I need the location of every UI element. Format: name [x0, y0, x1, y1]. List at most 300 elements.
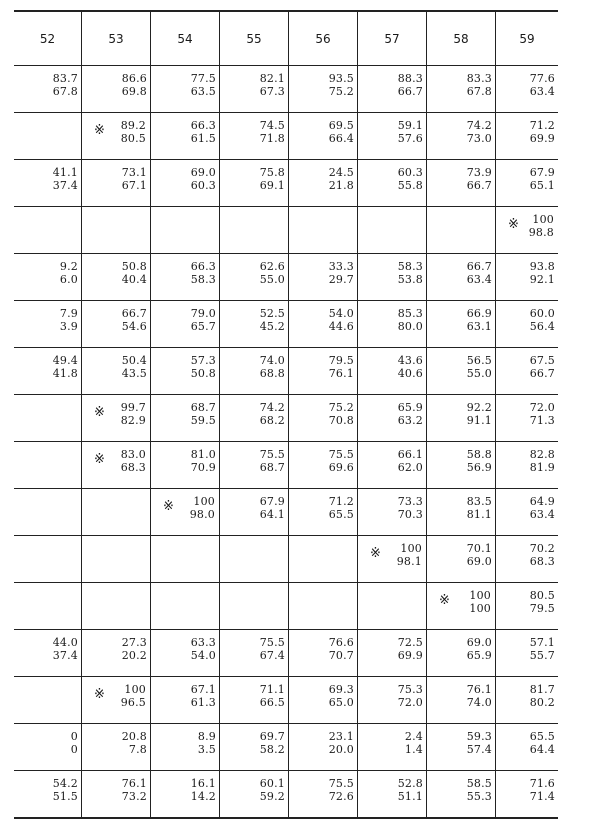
cell-value-bottom: 98.0 [189, 508, 215, 521]
cell-value-bottom: 80.5 [120, 132, 146, 145]
cell-value-bottom: 50.8 [190, 367, 216, 380]
cell-value-top: 77.6 [529, 72, 555, 85]
cell-value-bottom: 63.4 [529, 85, 555, 98]
cell-value-bottom: 98.8 [528, 226, 554, 239]
table-cell [358, 771, 427, 819]
cell-value-bottom: 37.4 [52, 179, 78, 192]
cell-value-bottom: 80.0 [397, 320, 423, 333]
cell-value-bottom: 75.2 [328, 85, 354, 98]
cell-value-top: 86.6 [121, 72, 147, 85]
cell-value-bottom: 58.3 [190, 273, 216, 286]
cell-value-bottom: 57.4 [466, 743, 492, 756]
table-cell [289, 207, 358, 254]
cell-value-bottom: 69.6 [328, 461, 354, 474]
cell-value-top: 75.3 [397, 683, 423, 696]
cell-value-top: 44.0 [52, 636, 78, 649]
cell-value-top: 27.3 [121, 636, 147, 649]
cell-value-bottom: 64.4 [529, 743, 555, 756]
cell-value-top: 57.1 [529, 636, 555, 649]
cell-value-top: 67.5 [529, 354, 555, 367]
cell-value-bottom: 60.3 [190, 179, 216, 192]
cell-value-top: 66.7 [466, 260, 492, 273]
cell-value-bottom: 68.8 [259, 367, 285, 380]
cell-value-top: 92.2 [466, 401, 492, 414]
cell-value-bottom: 67.4 [259, 649, 285, 662]
table-cell [289, 160, 358, 207]
table-cell [151, 771, 220, 819]
cell-value-top: 89.2 [120, 119, 146, 132]
table-cell [82, 583, 151, 630]
cell-value-bottom: 66.7 [466, 179, 492, 192]
table-cell [151, 254, 220, 301]
table-cell [427, 442, 496, 489]
column-header: 56 [289, 11, 358, 66]
cell-value-bottom: 70.3 [397, 508, 423, 521]
cell-value-top: 69.0 [190, 166, 216, 179]
cell-value-top: 62.6 [259, 260, 285, 273]
table-cell [289, 536, 358, 583]
cell-value-top: 100 [124, 683, 146, 696]
cell-value-top: 75.8 [259, 166, 285, 179]
cell-value-top: 59.1 [397, 119, 423, 132]
table-cell [427, 536, 496, 583]
table-cell [151, 677, 220, 724]
table-cell [220, 395, 289, 442]
table-cell [289, 442, 358, 489]
cell-value-bottom: 66.7 [529, 367, 555, 380]
cell-value-bottom: 55.0 [259, 273, 285, 286]
table-row [14, 630, 558, 677]
table-cell [151, 348, 220, 395]
table-cell [14, 489, 82, 536]
table-cell [82, 395, 151, 442]
table-cell [151, 207, 220, 254]
table-cell [14, 254, 82, 301]
table-cell [220, 207, 289, 254]
cell-value-top: 73.1 [121, 166, 147, 179]
table-cell [496, 771, 559, 819]
cell-value-bottom: 57.6 [397, 132, 423, 145]
cell-value-top: 83.7 [52, 72, 78, 85]
table-cell [427, 66, 496, 113]
cell-value-top: 75.5 [328, 777, 354, 790]
cell-value-top: 79.5 [328, 354, 354, 367]
cell-value-top: 79.0 [190, 307, 216, 320]
cell-value-bottom: 61.3 [190, 696, 216, 709]
table-cell [289, 254, 358, 301]
cell-value-top: 54.2 [52, 777, 78, 790]
table-cell [14, 677, 82, 724]
cell-value-bottom: 71.8 [259, 132, 285, 145]
cell-value-top: 73.3 [397, 495, 423, 508]
column-header: 59 [496, 11, 559, 66]
cell-value-top: 59.3 [466, 730, 492, 743]
table-cell [358, 395, 427, 442]
table-cell [289, 301, 358, 348]
cell-value-top: 58.3 [397, 260, 423, 273]
column-header: 55 [220, 11, 289, 66]
cell-value-bottom: 0 [70, 743, 78, 756]
cell-value-top: 2.4 [404, 730, 423, 743]
cell-value-bottom: 37.4 [52, 649, 78, 662]
table-cell [151, 630, 220, 677]
cell-value-bottom: 20.0 [328, 743, 354, 756]
table-row [14, 583, 558, 630]
cell-value-top: 63.3 [190, 636, 216, 649]
cell-value-bottom: 3.5 [197, 743, 216, 756]
cell-value-top: 52.8 [397, 777, 423, 790]
cell-value-bottom: 73.2 [121, 790, 147, 803]
cell-value-bottom: 74.0 [466, 696, 492, 709]
table-cell [82, 160, 151, 207]
table-cell [14, 66, 82, 113]
table-cell [427, 254, 496, 301]
table-cell [427, 395, 496, 442]
cell-value-top: 33.3 [328, 260, 354, 273]
table-cell [358, 536, 427, 583]
table-cell [496, 630, 559, 677]
cell-value-top: 16.1 [190, 777, 216, 790]
cell-value-top: 67.9 [529, 166, 555, 179]
table-cell [427, 113, 496, 160]
table-cell [151, 489, 220, 536]
table-cell [220, 348, 289, 395]
cell-value-top: 81.0 [190, 448, 216, 461]
cell-value-top: 71.2 [328, 495, 354, 508]
table-cell [82, 677, 151, 724]
table-cell [358, 677, 427, 724]
cell-value-top: 81.7 [529, 683, 555, 696]
table-cell [220, 630, 289, 677]
cell-value-bottom: 1.4 [404, 743, 423, 756]
table-cell [14, 724, 82, 771]
cell-value-bottom: 51.1 [397, 790, 423, 803]
table-cell [82, 207, 151, 254]
table-row [14, 348, 558, 395]
cell-value-top: 66.3 [190, 119, 216, 132]
cell-value-bottom: 76.1 [328, 367, 354, 380]
cell-value-bottom: 59.2 [259, 790, 285, 803]
cell-value-bottom: 69.0 [466, 555, 492, 568]
cell-value-bottom: 3.9 [59, 320, 78, 333]
table-row [14, 254, 558, 301]
table-cell [496, 301, 559, 348]
cell-value-top: 71.1 [259, 683, 285, 696]
table-cell [289, 677, 358, 724]
table-cell [14, 536, 82, 583]
cell-value-bottom: 44.6 [328, 320, 354, 333]
table-row [14, 677, 558, 724]
table-cell [82, 771, 151, 819]
table-cell [427, 160, 496, 207]
cell-value-top: 77.5 [190, 72, 216, 85]
cell-value-bottom: 59.5 [190, 414, 216, 427]
cell-value-bottom: 64.1 [259, 508, 285, 521]
table-cell [82, 724, 151, 771]
table-cell [151, 395, 220, 442]
cell-value-top: 83.0 [120, 448, 146, 461]
cell-value-bottom: 53.8 [397, 273, 423, 286]
cell-value-bottom: 71.4 [529, 790, 555, 803]
table-cell [82, 442, 151, 489]
cell-value-bottom: 66.5 [259, 696, 285, 709]
cell-value-top: 83.3 [466, 72, 492, 85]
cell-value-bottom: 65.5 [328, 508, 354, 521]
column-header: 52 [14, 11, 82, 66]
cell-value-top: 80.5 [529, 589, 555, 602]
table-cell [82, 489, 151, 536]
table-cell [358, 442, 427, 489]
table-cell [358, 630, 427, 677]
cell-value-bottom: 55.0 [466, 367, 492, 380]
table-row [14, 395, 558, 442]
cell-value-top: 20.8 [121, 730, 147, 743]
table-cell [427, 348, 496, 395]
table-cell [82, 301, 151, 348]
table-cell [427, 771, 496, 819]
cell-value-bottom: 68.3 [120, 461, 146, 474]
cell-value-bottom: 6.0 [59, 273, 78, 286]
table-cell [151, 536, 220, 583]
table-row [14, 489, 558, 536]
table-cell [358, 113, 427, 160]
table-cell [358, 254, 427, 301]
table-cell [427, 724, 496, 771]
table-cell [427, 677, 496, 724]
cell-value-bottom: 45.2 [259, 320, 285, 333]
cell-value-top: 8.9 [197, 730, 216, 743]
table-row [14, 113, 558, 160]
cell-value-bottom: 51.5 [52, 790, 78, 803]
table-cell [151, 301, 220, 348]
cell-value-top: 75.5 [328, 448, 354, 461]
table-cell [427, 207, 496, 254]
table-body [14, 66, 558, 819]
cell-value-bottom: 81.1 [466, 508, 492, 521]
table-cell [289, 583, 358, 630]
table-cell [14, 348, 82, 395]
cell-value-bottom: 29.7 [328, 273, 354, 286]
table-cell [14, 630, 82, 677]
cell-value-bottom: 54.0 [190, 649, 216, 662]
cell-value-bottom: 72.0 [397, 696, 423, 709]
table-cell [151, 724, 220, 771]
table-cell [220, 160, 289, 207]
cell-value-bottom: 63.2 [397, 414, 423, 427]
table-cell [14, 442, 82, 489]
table-row [14, 66, 558, 113]
table-cell [151, 160, 220, 207]
cell-value-bottom: 66.7 [397, 85, 423, 98]
cell-value-top: 58.8 [466, 448, 492, 461]
cell-value-top: 100 [400, 542, 422, 555]
cell-value-bottom: 21.8 [328, 179, 354, 192]
cell-value-top: 66.9 [466, 307, 492, 320]
table-cell [496, 442, 559, 489]
cell-value-bottom: 62.0 [397, 461, 423, 474]
table-cell [14, 160, 82, 207]
reference-mark: ※ [439, 593, 450, 608]
cell-value-top: 0 [70, 730, 78, 743]
cell-value-top: 67.1 [190, 683, 216, 696]
cell-value-top: 69.5 [328, 119, 354, 132]
table-cell [220, 724, 289, 771]
table-cell [220, 771, 289, 819]
table-cell [496, 489, 559, 536]
cell-value-bottom: 56.9 [466, 461, 492, 474]
cell-value-top: 64.9 [529, 495, 555, 508]
cell-value-top: 69.3 [328, 683, 354, 696]
table-cell [358, 207, 427, 254]
table-cell [358, 489, 427, 536]
cell-value-top: 65.5 [529, 730, 555, 743]
cell-value-top: 75.5 [259, 448, 285, 461]
table-cell [220, 583, 289, 630]
cell-value-top: 76.1 [121, 777, 147, 790]
table-cell [358, 301, 427, 348]
cell-value-top: 58.5 [466, 777, 492, 790]
reference-mark: ※ [94, 123, 105, 138]
reference-mark: ※ [94, 687, 105, 702]
table-cell [289, 489, 358, 536]
cell-value-top: 24.5 [328, 166, 354, 179]
cell-value-top: 65.9 [397, 401, 423, 414]
table-cell [289, 66, 358, 113]
cell-value-bottom: 43.5 [121, 367, 147, 380]
table-cell [427, 583, 496, 630]
cell-value-bottom: 61.5 [190, 132, 216, 145]
table-cell [289, 771, 358, 819]
data-table [14, 10, 558, 819]
table-cell [151, 113, 220, 160]
cell-value-bottom: 56.4 [529, 320, 555, 333]
cell-value-bottom: 55.7 [529, 649, 555, 662]
cell-value-bottom: 72.6 [328, 790, 354, 803]
table-cell [289, 348, 358, 395]
reference-mark: ※ [370, 546, 381, 561]
cell-value-top: 9.2 [59, 260, 78, 273]
cell-value-bottom: 70.9 [190, 461, 216, 474]
cell-value-top: 70.2 [529, 542, 555, 555]
cell-value-top: 69.0 [466, 636, 492, 649]
column-header: 58 [427, 11, 496, 66]
cell-value-bottom: 63.1 [466, 320, 492, 333]
cell-value-bottom: 68.7 [259, 461, 285, 474]
table-row [14, 771, 558, 819]
table-cell [496, 113, 559, 160]
cell-value-top: 75.5 [259, 636, 285, 649]
cell-value-top: 23.1 [328, 730, 354, 743]
cell-value-top: 72.0 [529, 401, 555, 414]
cell-value-top: 67.9 [259, 495, 285, 508]
table-cell [220, 536, 289, 583]
reference-mark: ※ [508, 217, 519, 232]
table-cell [427, 489, 496, 536]
table-cell [427, 630, 496, 677]
cell-value-bottom: 7.8 [128, 743, 147, 756]
cell-value-bottom: 69.1 [259, 179, 285, 192]
table-cell [14, 301, 82, 348]
table-cell [82, 254, 151, 301]
cell-value-top: 49.4 [52, 354, 78, 367]
table-cell [151, 583, 220, 630]
cell-value-bottom: 96.5 [120, 696, 146, 709]
cell-value-bottom: 92.1 [529, 273, 555, 286]
reference-mark: ※ [163, 499, 174, 514]
cell-value-top: 50.8 [121, 260, 147, 273]
cell-value-bottom: 63.4 [529, 508, 555, 521]
table-cell [82, 630, 151, 677]
cell-value-bottom: 70.7 [328, 649, 354, 662]
table-cell [14, 395, 82, 442]
cell-value-top: 100 [532, 213, 554, 226]
cell-value-bottom: 54.6 [121, 320, 147, 333]
column-header: 54 [151, 11, 220, 66]
table-cell [82, 536, 151, 583]
cell-value-bottom: 67.8 [466, 85, 492, 98]
cell-value-top: 93.8 [529, 260, 555, 273]
table-cell [496, 207, 559, 254]
cell-value-bottom: 69.9 [397, 649, 423, 662]
cell-value-top: 70.1 [466, 542, 492, 555]
cell-value-top: 66.1 [397, 448, 423, 461]
cell-value-top: 7.9 [59, 307, 78, 320]
cell-value-top: 88.3 [397, 72, 423, 85]
cell-value-bottom: 80.2 [529, 696, 555, 709]
cell-value-top: 74.2 [466, 119, 492, 132]
cell-value-top: 60.1 [259, 777, 285, 790]
cell-value-bottom: 58.2 [259, 743, 285, 756]
cell-value-top: 74.0 [259, 354, 285, 367]
table-cell [496, 583, 559, 630]
cell-value-top: 82.8 [529, 448, 555, 461]
cell-value-bottom: 81.9 [529, 461, 555, 474]
table-cell [496, 536, 559, 583]
cell-value-bottom: 91.1 [466, 414, 492, 427]
table-cell [358, 583, 427, 630]
cell-value-bottom: 65.7 [190, 320, 216, 333]
table-cell [358, 160, 427, 207]
table-cell [82, 348, 151, 395]
column-header: 53 [82, 11, 151, 66]
table-cell [220, 66, 289, 113]
table-cell [496, 395, 559, 442]
table-cell [82, 113, 151, 160]
cell-value-bottom: 70.8 [328, 414, 354, 427]
table-cell [358, 348, 427, 395]
cell-value-top: 74.5 [259, 119, 285, 132]
cell-value-bottom: 100 [469, 602, 491, 615]
table-cell [289, 395, 358, 442]
table-cell [82, 66, 151, 113]
table-cell [358, 66, 427, 113]
cell-value-bottom: 40.6 [397, 367, 423, 380]
cell-value-top: 75.2 [328, 401, 354, 414]
table-cell [14, 583, 82, 630]
cell-value-bottom: 65.0 [328, 696, 354, 709]
cell-value-bottom: 65.9 [466, 649, 492, 662]
table-cell [151, 66, 220, 113]
reference-mark: ※ [94, 405, 105, 420]
cell-value-top: 56.5 [466, 354, 492, 367]
cell-value-top: 93.5 [328, 72, 354, 85]
table-cell [496, 160, 559, 207]
table-cell [496, 348, 559, 395]
table-row [14, 160, 558, 207]
cell-value-top: 71.2 [529, 119, 555, 132]
cell-value-bottom: 71.3 [529, 414, 555, 427]
cell-value-bottom: 69.9 [529, 132, 555, 145]
